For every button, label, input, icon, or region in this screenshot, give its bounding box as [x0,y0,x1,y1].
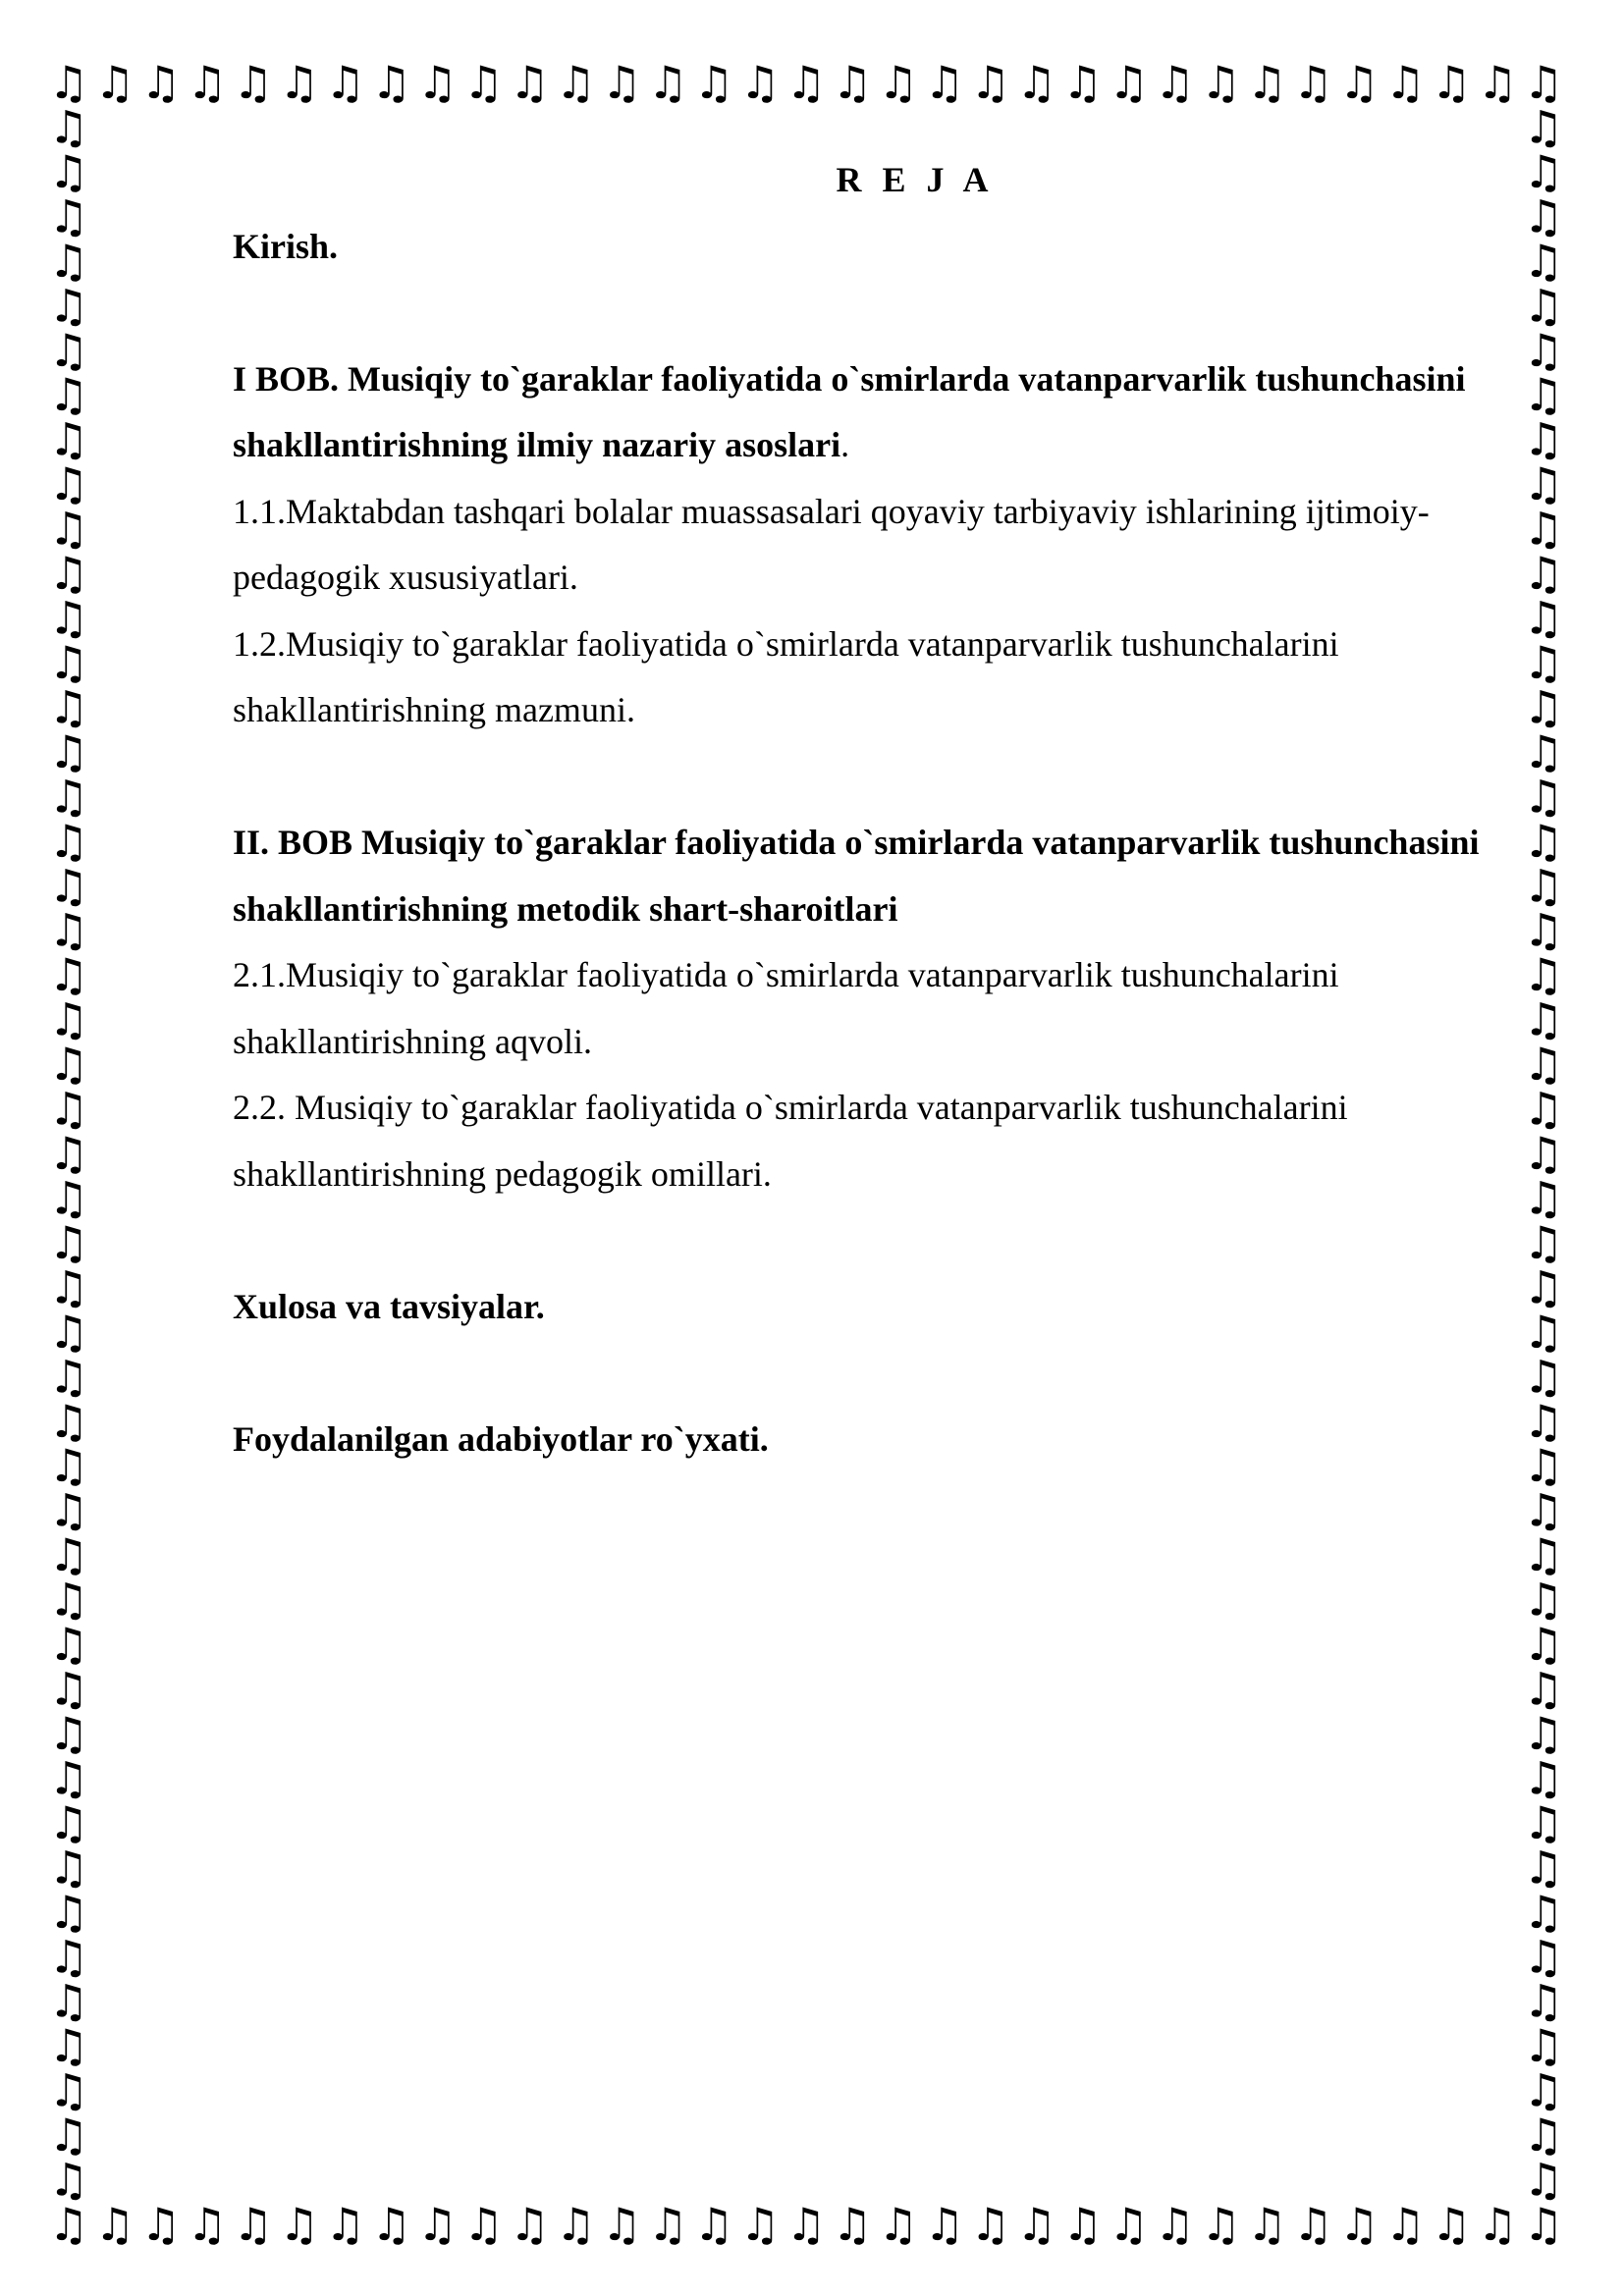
music-note-icon: ♫ [48,1706,89,1760]
music-note-icon: ♫ [1523,1885,1564,1939]
music-note-icon: ♫ [48,1573,89,1627]
music-note-icon: ♫ [1384,56,1426,109]
music-note-icon: ♫ [48,770,89,824]
music-note-icon: ♫ [1523,1706,1564,1760]
music-note-icon: ♫ [693,56,734,109]
music-note-icon: ♫ [601,56,642,109]
music-note-icon: ♫ [1523,591,1564,645]
music-note-icon: ♫ [693,2198,734,2251]
music-note-icon: ♫ [48,724,89,778]
music-note-icon: ♫ [1338,2198,1380,2251]
music-note-icon: ♫ [1016,56,1057,109]
music-note-icon: ♫ [48,457,89,511]
music-note-icon: ♫ [462,56,505,109]
music-note-icon: ♫ [509,2198,550,2251]
music-note-icon: ♫ [739,2198,781,2251]
references-heading: Foydalanilgan adabiyotlar ro`yxati. [233,1418,769,1459]
music-note-icon: ♫ [48,814,89,868]
music-note-icon: ♫ [48,1930,89,1984]
music-note-icon: ♫ [1431,2198,1472,2251]
music-note-icon: ♫ [48,279,89,333]
music-note-icon: ♫ [1523,680,1564,734]
music-note-icon: ♫ [1477,2198,1518,2251]
music-note-icon: ♫ [48,1082,89,1136]
chapter2-heading: II. BOB Musiqiy to`garaklar faoliyatida o`smirlarda vatanparvarlik tushunchasini shakllantirishning metodik shart-sharoitlari [233,823,1480,929]
music-note-icon: ♫ [1523,903,1564,957]
music-note-icon: ♫ [785,2198,827,2251]
music-note-icon: ♫ [1246,2198,1287,2251]
music-note-icon: ♫ [924,56,965,109]
music-note-icon: ♫ [785,56,827,109]
music-note-icon: ♫ [1523,724,1564,778]
music-note-icon: ♫ [1523,1260,1564,1314]
music-note-icon: ♫ [1523,144,1564,198]
music-note-icon: ♫ [233,56,274,109]
music-note-icon: ♫ [48,635,89,689]
music-note-icon: ♫ [1523,1082,1564,1136]
music-note-icon: ♫ [601,2198,642,2251]
music-note-icon: ♫ [48,1841,89,1895]
music-note-icon: ♫ [1338,56,1380,109]
music-note-icon: ♫ [48,1662,89,1716]
music-note-icon: ♫ [1523,859,1564,913]
music-note-icon: ♫ [48,591,89,645]
music-note-icon: ♫ [1523,1841,1564,1895]
music-note-icon: ♫ [1523,1215,1564,1269]
music-note-icon: ♫ [1431,56,1472,109]
music-note-icon: ♫ [94,2198,135,2251]
music-note-icon: ♫ [1523,1974,1564,2028]
music-note-icon: ♫ [48,1215,89,1269]
music-note-icon: ♫ [48,1795,89,1849]
music-note-icon: ♫ [48,1394,89,1448]
music-note-icon: ♫ [1523,368,1564,422]
music-note-icon: ♫ [1523,948,1564,1002]
music-note-icon: ♫ [48,1885,89,1939]
music-note-icon: ♫ [1523,1795,1564,1849]
spacer [233,1340,1509,1407]
chapter1-heading [233,347,1509,479]
music-note-icon: ♫ [370,56,412,109]
music-note-icon: ♫ [48,1439,89,1493]
music-note-icon: ♫ [48,1350,89,1404]
music-note-icon: ♫ [279,56,320,109]
section-2-2: 2.2. Musiqiy to`garaklar faoliyatida o`smirlarda vatanparvarlik tushunchalarini shakllantirishning pedagogik omillari. [233,1088,1348,1194]
music-note-icon: ♫ [187,56,228,109]
music-note-icon: ♫ [370,2198,412,2251]
music-note-icon: ♫ [48,502,89,556]
music-note-icon: ♫ [1523,635,1564,689]
music-note-icon: ♫ [48,144,89,198]
music-note-icon: ♫ [1523,1394,1564,1448]
music-note-icon: ♫ [233,2198,274,2251]
chapter1-heading-text: I BOB. Musiqiy to`garaklar faoliyatida o`smirlarda vatanparvarlik tushunchasini shakllantirishning ilmiy nazariy asoslari [233,358,1466,464]
music-note-icon: ♫ [1523,2109,1564,2163]
music-note-icon: ♫ [1523,56,1564,109]
music-note-icon: ♫ [1016,2198,1057,2251]
music-note-icon: ♫ [1200,56,1242,109]
music-note-icon: ♫ [48,412,89,466]
music-note-icon: ♫ [1523,1127,1564,1180]
music-note-icon: ♫ [48,2198,89,2251]
spacer [233,744,1509,811]
music-note-icon: ♫ [1523,770,1564,824]
music-note-icon: ♫ [1108,2198,1150,2251]
music-note-icon: ♫ [48,1751,89,1805]
music-note-icon: ♫ [48,1483,89,1537]
music-note-icon: ♫ [1523,1751,1564,1805]
music-note-icon: ♫ [48,1618,89,1672]
music-note-icon: ♫ [48,234,89,288]
music-note-icon: ♫ [1292,56,1333,109]
spacer [233,1207,1509,1274]
music-note-icon: ♫ [832,56,873,109]
music-note-icon: ♫ [48,1974,89,2028]
music-note-icon: ♫ [48,680,89,734]
music-note-icon: ♫ [1523,1618,1564,1672]
music-note-icon: ♫ [48,859,89,913]
music-note-icon: ♫ [1523,100,1564,154]
music-note-icon: ♫ [1477,56,1518,109]
music-note-icon: ♫ [878,56,919,109]
music-note-icon: ♫ [739,56,781,109]
music-note-icon: ♫ [555,2198,596,2251]
music-note-icon: ♫ [1523,2063,1564,2117]
section-2-1: 2.1.Musiqiy to`garaklar faoliyatida o`smirlarda vatanparvarlik tushunchalarini shakllantirishning aqvoli. [233,955,1339,1061]
music-note-icon: ♫ [48,100,89,154]
music-note-icon: ♫ [1200,2198,1242,2251]
music-note-icon: ♫ [509,56,550,109]
music-note-icon: ♫ [48,1260,89,1314]
music-note-icon: ♫ [1523,1305,1564,1359]
music-note-icon: ♫ [48,368,89,422]
page-title: R E J A [836,160,995,199]
document-content [233,147,1509,1472]
music-note-icon: ♫ [48,903,89,957]
music-note-icon: ♫ [279,2198,320,2251]
music-note-icon: ♫ [647,56,688,109]
music-note-icon: ♫ [325,56,366,109]
music-note-icon: ♫ [1523,1350,1564,1404]
music-note-icon: ♫ [1523,992,1564,1046]
music-note-icon: ♫ [1154,2198,1196,2251]
chapter1-heading-end: . [840,425,850,464]
music-note-icon: ♫ [970,56,1011,109]
music-note-icon: ♫ [416,2198,459,2251]
music-note-icon: ♫ [48,1171,89,1225]
music-note-icon: ♫ [1062,2198,1104,2251]
music-note-icon: ♫ [970,2198,1011,2251]
music-note-icon: ♫ [1523,1171,1564,1225]
music-note-icon: ♫ [48,992,89,1046]
music-note-icon: ♫ [647,2198,688,2251]
music-note-icon: ♫ [1384,2198,1426,2251]
music-note-icon: ♫ [1523,2153,1564,2207]
music-note-icon: ♫ [1523,2019,1564,2073]
music-note-icon: ♫ [48,56,89,109]
conclusion-heading: Xulosa va tavsiyalar. [233,1286,545,1326]
music-note-icon: ♫ [1523,1930,1564,1984]
music-note-icon: ♫ [48,2109,89,2163]
music-note-icon: ♫ [187,2198,228,2251]
music-note-icon: ♫ [1523,1528,1564,1582]
music-note-icon: ♫ [325,2198,366,2251]
music-note-icon: ♫ [48,1038,89,1092]
music-note-icon: ♫ [94,56,135,109]
music-note-icon: ♫ [48,547,89,601]
music-note-icon: ♫ [1523,234,1564,288]
music-note-icon: ♫ [48,2153,89,2207]
music-note-icon: ♫ [48,2019,89,2073]
music-note-icon: ♫ [416,56,459,109]
music-note-icon: ♫ [1154,56,1196,109]
music-note-icon: ♫ [1523,547,1564,601]
music-note-icon: ♫ [140,2198,182,2251]
music-note-icon: ♫ [1523,1439,1564,1493]
music-note-icon: ♫ [48,189,89,243]
music-note-icon: ♫ [1523,279,1564,333]
music-note-icon: ♫ [140,56,182,109]
music-note-icon: ♫ [1523,457,1564,511]
music-note-icon: ♫ [1062,56,1104,109]
section-1-2: 1.2.Musiqiy to`garaklar faoliyatida o`smirlarda vatanparvarlik tushunchalarini shakllantirishning mazmuni. [233,623,1339,729]
music-note-icon: ♫ [1523,1573,1564,1627]
music-note-icon: ♫ [878,2198,919,2251]
music-note-icon: ♫ [1523,814,1564,868]
section-1-1: 1.1.Maktabdan tashqari bolalar muassasalari qoyaviy tarbiyaviy ishlarining ijtimoiy-pedagogik xususiyatlari. [233,491,1430,597]
music-note-icon: ♫ [555,56,596,109]
music-note-icon: ♫ [48,1528,89,1582]
music-note-icon: ♫ [832,2198,873,2251]
music-note-icon: ♫ [1523,189,1564,243]
music-note-icon: ♫ [1523,1483,1564,1537]
music-note-icon: ♫ [1523,2198,1564,2251]
intro-heading: Kirish. [233,226,339,266]
music-note-icon: ♫ [48,948,89,1002]
music-note-icon: ♫ [1108,56,1150,109]
music-note-icon: ♫ [1292,2198,1333,2251]
music-note-icon: ♫ [48,1305,89,1359]
music-note-icon: ♫ [1523,323,1564,377]
music-note-icon: ♫ [1523,1662,1564,1716]
music-note-icon: ♫ [48,2063,89,2117]
music-note-icon: ♫ [48,323,89,377]
music-note-icon: ♫ [1523,412,1564,466]
spacer [233,280,1509,347]
music-note-icon: ♫ [1246,56,1287,109]
music-note-icon: ♫ [462,2198,505,2251]
music-note-icon: ♫ [1523,1038,1564,1092]
music-note-icon: ♫ [1523,502,1564,556]
music-note-icon: ♫ [48,1127,89,1180]
music-note-icon: ♫ [924,2198,965,2251]
